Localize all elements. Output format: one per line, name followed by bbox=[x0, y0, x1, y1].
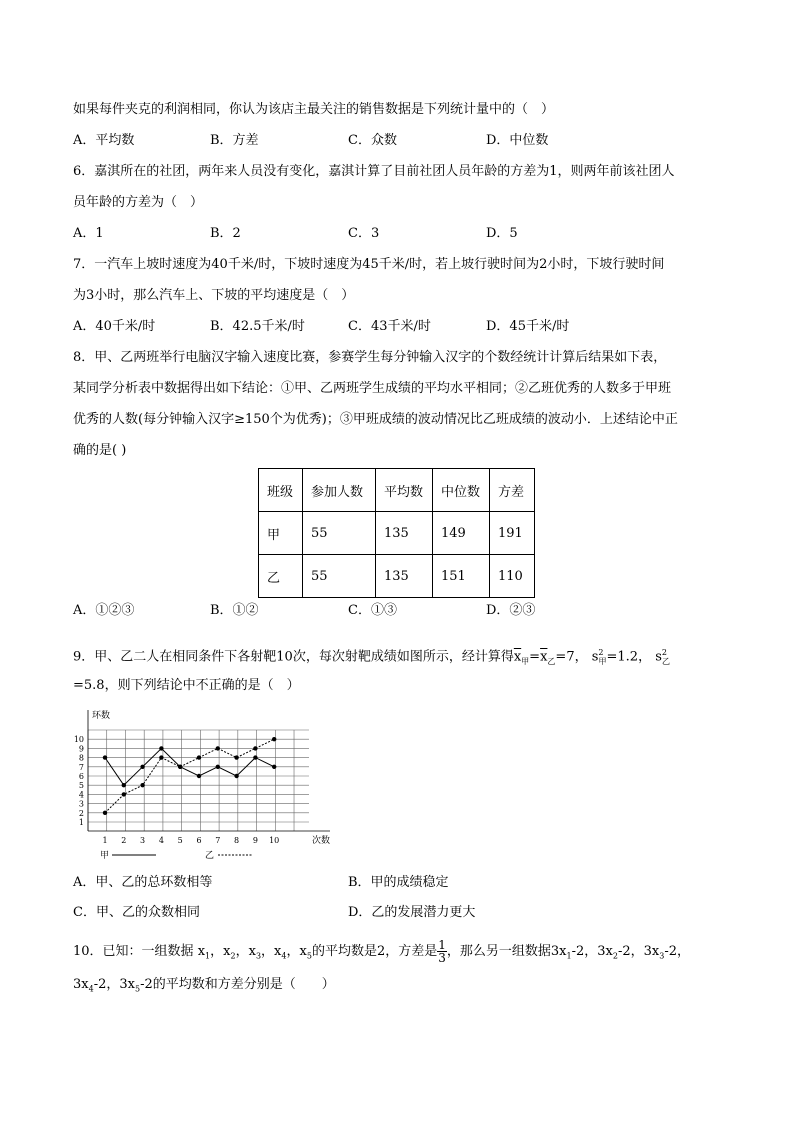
y-tick-label: 1 bbox=[78, 818, 84, 827]
s: s bbox=[655, 649, 662, 665]
denominator: 3 bbox=[438, 951, 446, 965]
data-point bbox=[122, 792, 126, 796]
sub-yi: 乙 bbox=[661, 656, 670, 666]
q9-text: 9．甲、乙二人在相同条件下各射靶10次，每次射靶成绩如图所示，经计算得 bbox=[73, 649, 514, 665]
option-b: B．①② bbox=[210, 603, 259, 618]
table-cell: 149 bbox=[433, 512, 490, 555]
data-point bbox=[122, 783, 126, 787]
data-point bbox=[253, 755, 257, 759]
option-c: C．3 bbox=[348, 226, 380, 241]
option-c: C．43千米/时 bbox=[348, 319, 431, 334]
table-cell: 55 bbox=[303, 555, 376, 598]
sub-jia: 甲 bbox=[598, 656, 607, 666]
table-cell: 甲 bbox=[259, 512, 303, 555]
q10-tail: ，那么另一组数据 bbox=[446, 944, 551, 959]
question-8-line1: 8．甲、乙两班举行电脑汉字输入速度比赛，参赛学生每分钟输入汉字的个数经统计计算后结果如下表， bbox=[73, 350, 667, 365]
numerator: 1 bbox=[438, 938, 446, 952]
x-tick-label: 6 bbox=[196, 836, 202, 845]
y-tick-label: 4 bbox=[78, 790, 84, 800]
math-term: $x_4$ bbox=[274, 944, 287, 961]
option-a: A．1 bbox=[73, 226, 104, 241]
question-10-line2 bbox=[73, 977, 335, 998]
y-tick-label: 10 bbox=[73, 735, 84, 745]
y-tick-label: 5 bbox=[78, 781, 84, 791]
x-bar: $\overline{x}$ bbox=[513, 649, 522, 665]
header-cell: 方差 bbox=[490, 469, 535, 512]
option-d: D．5 bbox=[486, 226, 518, 241]
x-axis-label: 次数 bbox=[312, 836, 331, 846]
math-term: $x_2$ bbox=[223, 944, 236, 961]
math-term: $x_5$ bbox=[299, 944, 312, 961]
math-term: $x_1$ bbox=[197, 944, 211, 961]
x-tick-label: 7 bbox=[215, 836, 221, 845]
q10-mid: 的平均数是2，方差是 bbox=[311, 944, 438, 959]
y-tick-label: 9 bbox=[78, 744, 84, 754]
option-c: C．①③ bbox=[348, 603, 397, 618]
question-7-line1: 7．一汽车上坡时速度为40千米/时，下坡时速度为45千米/时，若上坡行驶时间为2小时，下坡行驶时间 bbox=[73, 257, 665, 272]
expr-list: $3x_4-2$，$3x_5-2$ bbox=[73, 977, 153, 994]
eq7: =7， bbox=[555, 649, 588, 665]
option-b: B．甲的成绩稳定 bbox=[348, 875, 449, 890]
option-b: B．2 bbox=[210, 226, 241, 241]
data-point bbox=[234, 774, 238, 778]
fraction-one-third bbox=[437, 939, 447, 964]
option-b: B．方差 bbox=[210, 133, 259, 148]
data-point bbox=[103, 755, 107, 759]
option-d: D．45千米/时 bbox=[486, 319, 570, 334]
question-8-line4: 确的是( ) bbox=[73, 443, 127, 458]
x-tick-label: 8 bbox=[234, 836, 240, 845]
table-cell: 110 bbox=[490, 555, 535, 598]
s: s bbox=[591, 649, 599, 665]
option-a: A．40千米/时 bbox=[73, 319, 156, 334]
sup: 2 bbox=[661, 648, 667, 657]
header-cell: 班级 bbox=[259, 469, 303, 512]
sup: 2 bbox=[598, 648, 604, 657]
data-point bbox=[197, 774, 201, 778]
option-d: D．乙的发展潜力更大 bbox=[348, 905, 476, 920]
data-point bbox=[272, 765, 276, 769]
data-point bbox=[253, 746, 257, 750]
option-b: B．42.5千米/时 bbox=[210, 319, 305, 334]
math-term: $x_3$ bbox=[248, 944, 262, 961]
sub-jia: 甲 bbox=[521, 656, 530, 666]
y-tick-label: 2 bbox=[78, 808, 84, 818]
x-bar: $\overline{x}$ bbox=[540, 649, 548, 665]
question-10-line1 bbox=[73, 938, 690, 971]
option-c: C．甲、乙的众数相同 bbox=[73, 905, 200, 920]
q10-text: 10．已知：一组数据 bbox=[73, 944, 194, 959]
data-point bbox=[216, 765, 220, 769]
table-cell: 乙 bbox=[259, 555, 303, 598]
option-a: A．平均数 bbox=[73, 133, 135, 148]
x-tick-label: 4 bbox=[158, 836, 164, 845]
question-5-stem: 如果每件夹克的利润相同，你认为该店主最关注的销售数据是下列统计量中的（ ） bbox=[73, 102, 555, 117]
q10-line2-tail: 的平均数和方差分别是（ ） bbox=[152, 977, 335, 992]
math-term: $3x_3-2$ bbox=[643, 944, 678, 961]
y-tick-label: 6 bbox=[78, 772, 84, 781]
data-point bbox=[216, 746, 220, 750]
y-tick-label: 8 bbox=[78, 753, 84, 763]
data-point bbox=[272, 737, 276, 741]
header-cell: 平均数 bbox=[376, 469, 433, 512]
data-point bbox=[103, 811, 107, 815]
table-cell: 135 bbox=[376, 555, 433, 598]
question-7-line2: 为3小时，那么汽车上、下坡的平均速度是（ ） bbox=[73, 288, 355, 303]
eq: = bbox=[529, 649, 541, 665]
x-list: $x_1$，$x_2$，$x_3$，$x_4$，$x_5$ bbox=[197, 944, 312, 961]
header-cell: 参加人数 bbox=[303, 469, 376, 512]
x-tick-label: 1 bbox=[102, 836, 108, 845]
option-a: A．①②③ bbox=[73, 603, 135, 618]
expr-list: $3x_1-2$，$3x_2-2$，$3x_3-2$， bbox=[550, 944, 691, 961]
question-8-line2: 某同学分析表中数据得出如下结论：①甲、乙两班学生成绩的平均水平相同；②乙班优秀的人数多于甲班 bbox=[73, 381, 672, 396]
header-cell: 中位数 bbox=[433, 469, 490, 512]
y-tick-label: 7 bbox=[78, 762, 84, 772]
table-cell: 151 bbox=[433, 555, 490, 598]
data-point bbox=[197, 755, 201, 759]
math-term: $3x_2-2$ bbox=[597, 944, 631, 961]
math-term: $3x_1-2$ bbox=[550, 944, 585, 961]
data-point bbox=[159, 746, 163, 750]
data-point bbox=[178, 765, 182, 769]
x-tick-label: 9 bbox=[252, 836, 258, 845]
question-9-line2: =5.8，则下列结论中不正确的是（ ） bbox=[73, 678, 300, 693]
x-tick-label: 5 bbox=[177, 836, 183, 845]
y-tick-label: 3 bbox=[78, 799, 84, 809]
table-cell: 135 bbox=[376, 512, 433, 555]
x-tick-label: 3 bbox=[140, 836, 146, 845]
data-point bbox=[234, 755, 238, 759]
table-cell: 191 bbox=[490, 512, 535, 555]
data-point bbox=[140, 765, 144, 769]
option-d: D．②③ bbox=[486, 603, 536, 618]
table-cell: 55 bbox=[303, 512, 376, 555]
option-a: A．甲、乙的总环数相等 bbox=[73, 875, 213, 890]
question-6-line1: 6．嘉淇所在的社团，两年来人员没有变化，嘉淇计算了目前社团人员年龄的方差为1，则两年前该社团人 bbox=[73, 164, 675, 179]
val1: =1.2， bbox=[606, 649, 652, 665]
legend-yi-label: 乙 bbox=[205, 851, 215, 861]
y-axis-label: 环数 bbox=[92, 711, 111, 721]
legend-jia-label: 甲 bbox=[100, 851, 110, 861]
data-point bbox=[159, 755, 163, 759]
option-d: D．中位数 bbox=[486, 133, 549, 148]
question-8-line3: 优秀的人数(每分钟输入汉字≥150个为优秀)；③甲班成绩的波动情况比乙班成绩的波动小．上述结论中正 bbox=[73, 412, 678, 427]
x-tick-label: 10 bbox=[269, 836, 280, 845]
x-tick-label: 2 bbox=[121, 836, 127, 845]
sub-yi: 乙 bbox=[547, 656, 556, 666]
option-c: C．众数 bbox=[348, 133, 397, 148]
chart-grid bbox=[74, 710, 330, 845]
question-6-line2: 员年龄的方差为（ ） bbox=[73, 195, 204, 210]
math-term: $3x_5-2$ bbox=[119, 977, 153, 994]
math-term: $3x_4-2$ bbox=[73, 977, 107, 994]
data-point bbox=[140, 783, 144, 787]
